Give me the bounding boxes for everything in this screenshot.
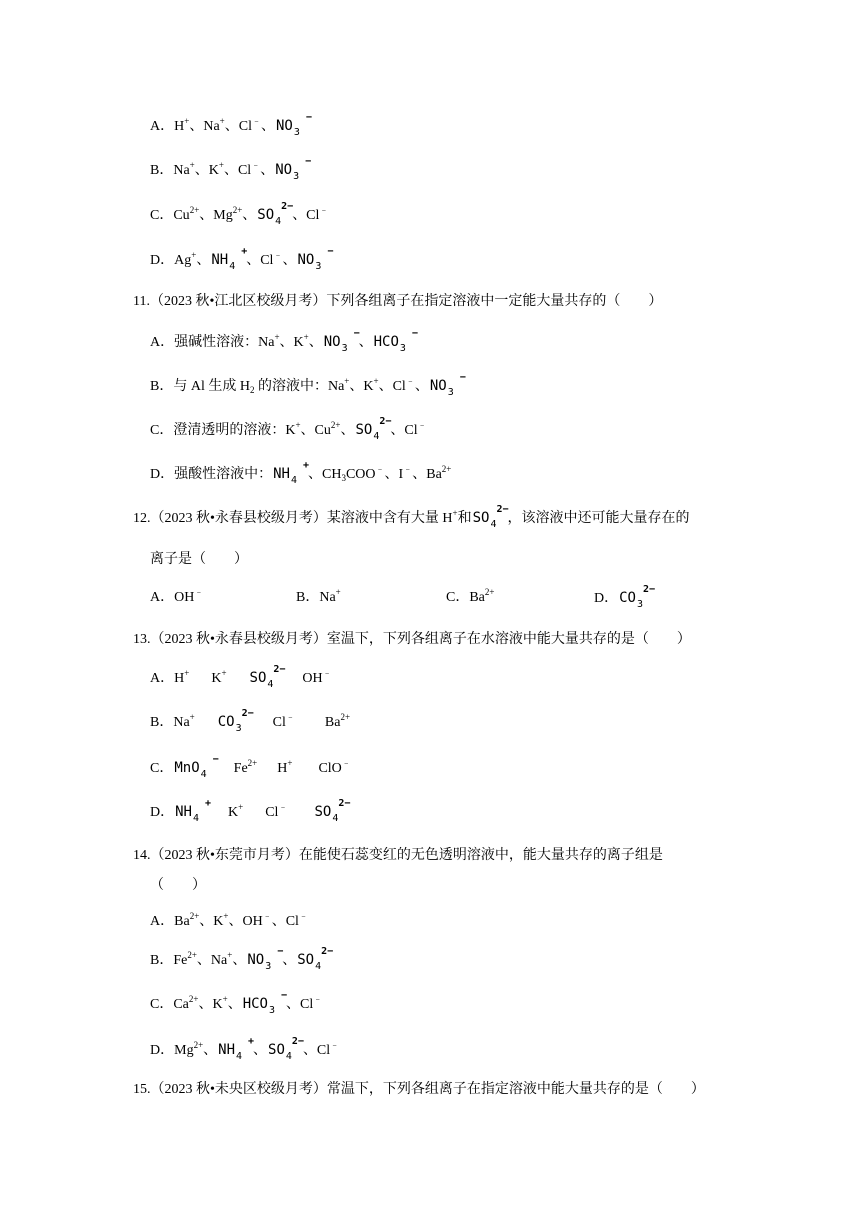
q12-option-c: C．$Ba^{2+}$ xyxy=(446,587,495,605)
q13-option-c: C．MnO$_4$ − $Fe^{2+}$ H+ ClO﹣ xyxy=(150,754,351,780)
sulfate-ion: $SO_4$ 2− xyxy=(355,416,392,442)
q13-option-b: B．Na+ $CO_3$ 2− Cl﹣ $Ba^{2+}$ xyxy=(150,708,351,734)
nitrate-ion: $NO_3$ − xyxy=(323,328,360,354)
nitrate-ion: $NO_3$ − xyxy=(429,372,466,398)
q11-option-d: D．强酸性溶液中：$NH_4$ + 、$CH_3COO^﹣$、I﹣、$Ba^{2+}$ xyxy=(150,460,452,486)
q10-option-a: A．H+、Na+、Cl﹣、$NO_3$ − xyxy=(150,112,312,138)
nitrate-ion: $NO_3$ − xyxy=(275,156,312,182)
sulfate-ion: $SO_4$ 2− xyxy=(472,504,509,530)
question-14-stem-cont: （ ） xyxy=(150,878,206,893)
q12-option-a: A．OH﹣ xyxy=(150,587,204,605)
q11-option-c: C．澄清透明的溶液：K+、$Cu^{2+}$、$SO_4$ 2− 、Cl﹣ xyxy=(150,416,427,442)
q11-option-a: A．强碱性溶液：Na+、K+、$NO_3$ − 、$HCO_3$ − xyxy=(150,328,418,354)
question-11-stem: 11.（2023 秋•江北区校级月考）下列各组离子在指定溶液中一定能大量共存的（ ） xyxy=(133,294,663,309)
question-14-stem: 14.（2023 秋•东莞市月考）在能使石蕊变红的无色透明溶液中，能大量共存的离子组是 xyxy=(133,848,663,863)
sulfate-ion: $SO_4$ 2− xyxy=(257,201,294,227)
bicarbonate-ion: $HCO_3$ − xyxy=(242,990,288,1016)
bicarbonate-ion: $HCO_3$ − xyxy=(373,328,418,354)
q13-option-d: D．$NH_4$ + K+ Cl﹣ $SO_4$ 2− xyxy=(150,798,351,824)
ammonium-ion: $NH_4$ + xyxy=(211,246,248,272)
nitrate-ion: $NO_3$ − xyxy=(247,946,284,972)
permanganate-ion: MnO$_4$ − xyxy=(174,754,219,780)
question-12-stem-cont: 离子是（ ） xyxy=(150,552,248,567)
q12-option-d: D．$CO_3$ 2− xyxy=(594,584,656,610)
carbonate-ion: $CO_3$ 2− xyxy=(217,708,254,734)
q11-option-b: B．与 Al 生成 $H_2$ 的溶液中：Na+、K+、Cl﹣、$NO_3$ − xyxy=(150,372,466,398)
ammonium-ion: $NH_4$ + xyxy=(175,798,212,824)
nitrate-ion: $NO_3$ − xyxy=(297,246,334,272)
question-12-stem: 12.（2023 秋•永春县校级月考）某溶液中含有大量 H+和$SO_4$ 2− ，该溶液中还可能大量存在的 xyxy=(133,504,690,530)
ammonium-ion: $NH_4$ + xyxy=(273,460,310,486)
q14-option-c: C．$Ca^{2+}$、K+、$HCO_3$ − 、Cl﹣ xyxy=(150,990,323,1016)
sulfate-ion: $SO_4$ 2− xyxy=(314,798,351,824)
question-15-stem: 15.（2023 秋•未央区校级月考）常温下，下列各组离子在指定溶液中能大量共存的是（ ） xyxy=(133,1082,705,1097)
q10-option-d: D．Ag+、$NH_4$ + 、Cl﹣、$NO_3$ − xyxy=(150,246,334,272)
sulfate-ion: $SO_4$ 2− xyxy=(268,1036,304,1062)
q10-option-c: C．$Cu^{2+}$、$Mg^{2+}$、$SO_4$ 2− 、Cl﹣ xyxy=(150,201,329,227)
sulfate-ion: $SO_4$ 2− xyxy=(297,946,334,972)
ammonium-ion: $NH_4$ + xyxy=(218,1036,255,1062)
q10-option-b: B．Na+、K+、Cl﹣、$NO_3$ − xyxy=(150,156,312,182)
question-13-stem: 13.（2023 秋•永春县校级月考）室温下，下列各组离子在水溶液中能大量共存的是（ ） xyxy=(133,632,691,647)
q12-option-b: B．Na+ xyxy=(296,587,341,605)
q14-option-b: B．$Fe^{2+}$、Na+、$NO_3$ − 、$SO_4$ 2− xyxy=(150,946,334,972)
q13-option-a: A．H+ K+ $SO_4$ 2− OH﹣ xyxy=(150,664,332,690)
nitrate-ion: $NO_3$ − xyxy=(275,112,312,138)
sulfate-ion: $SO_4$ 2− xyxy=(249,664,286,690)
q14-option-a: A．$Ba^{2+}$、K+、OH﹣、Cl﹣ xyxy=(150,911,308,929)
q14-option-d: D．$Mg^{2+}$、$NH_4$ + 、$SO_4$ 2− 、Cl﹣ xyxy=(150,1036,340,1062)
carbonate-ion: $CO_3$ 2− xyxy=(619,584,656,610)
